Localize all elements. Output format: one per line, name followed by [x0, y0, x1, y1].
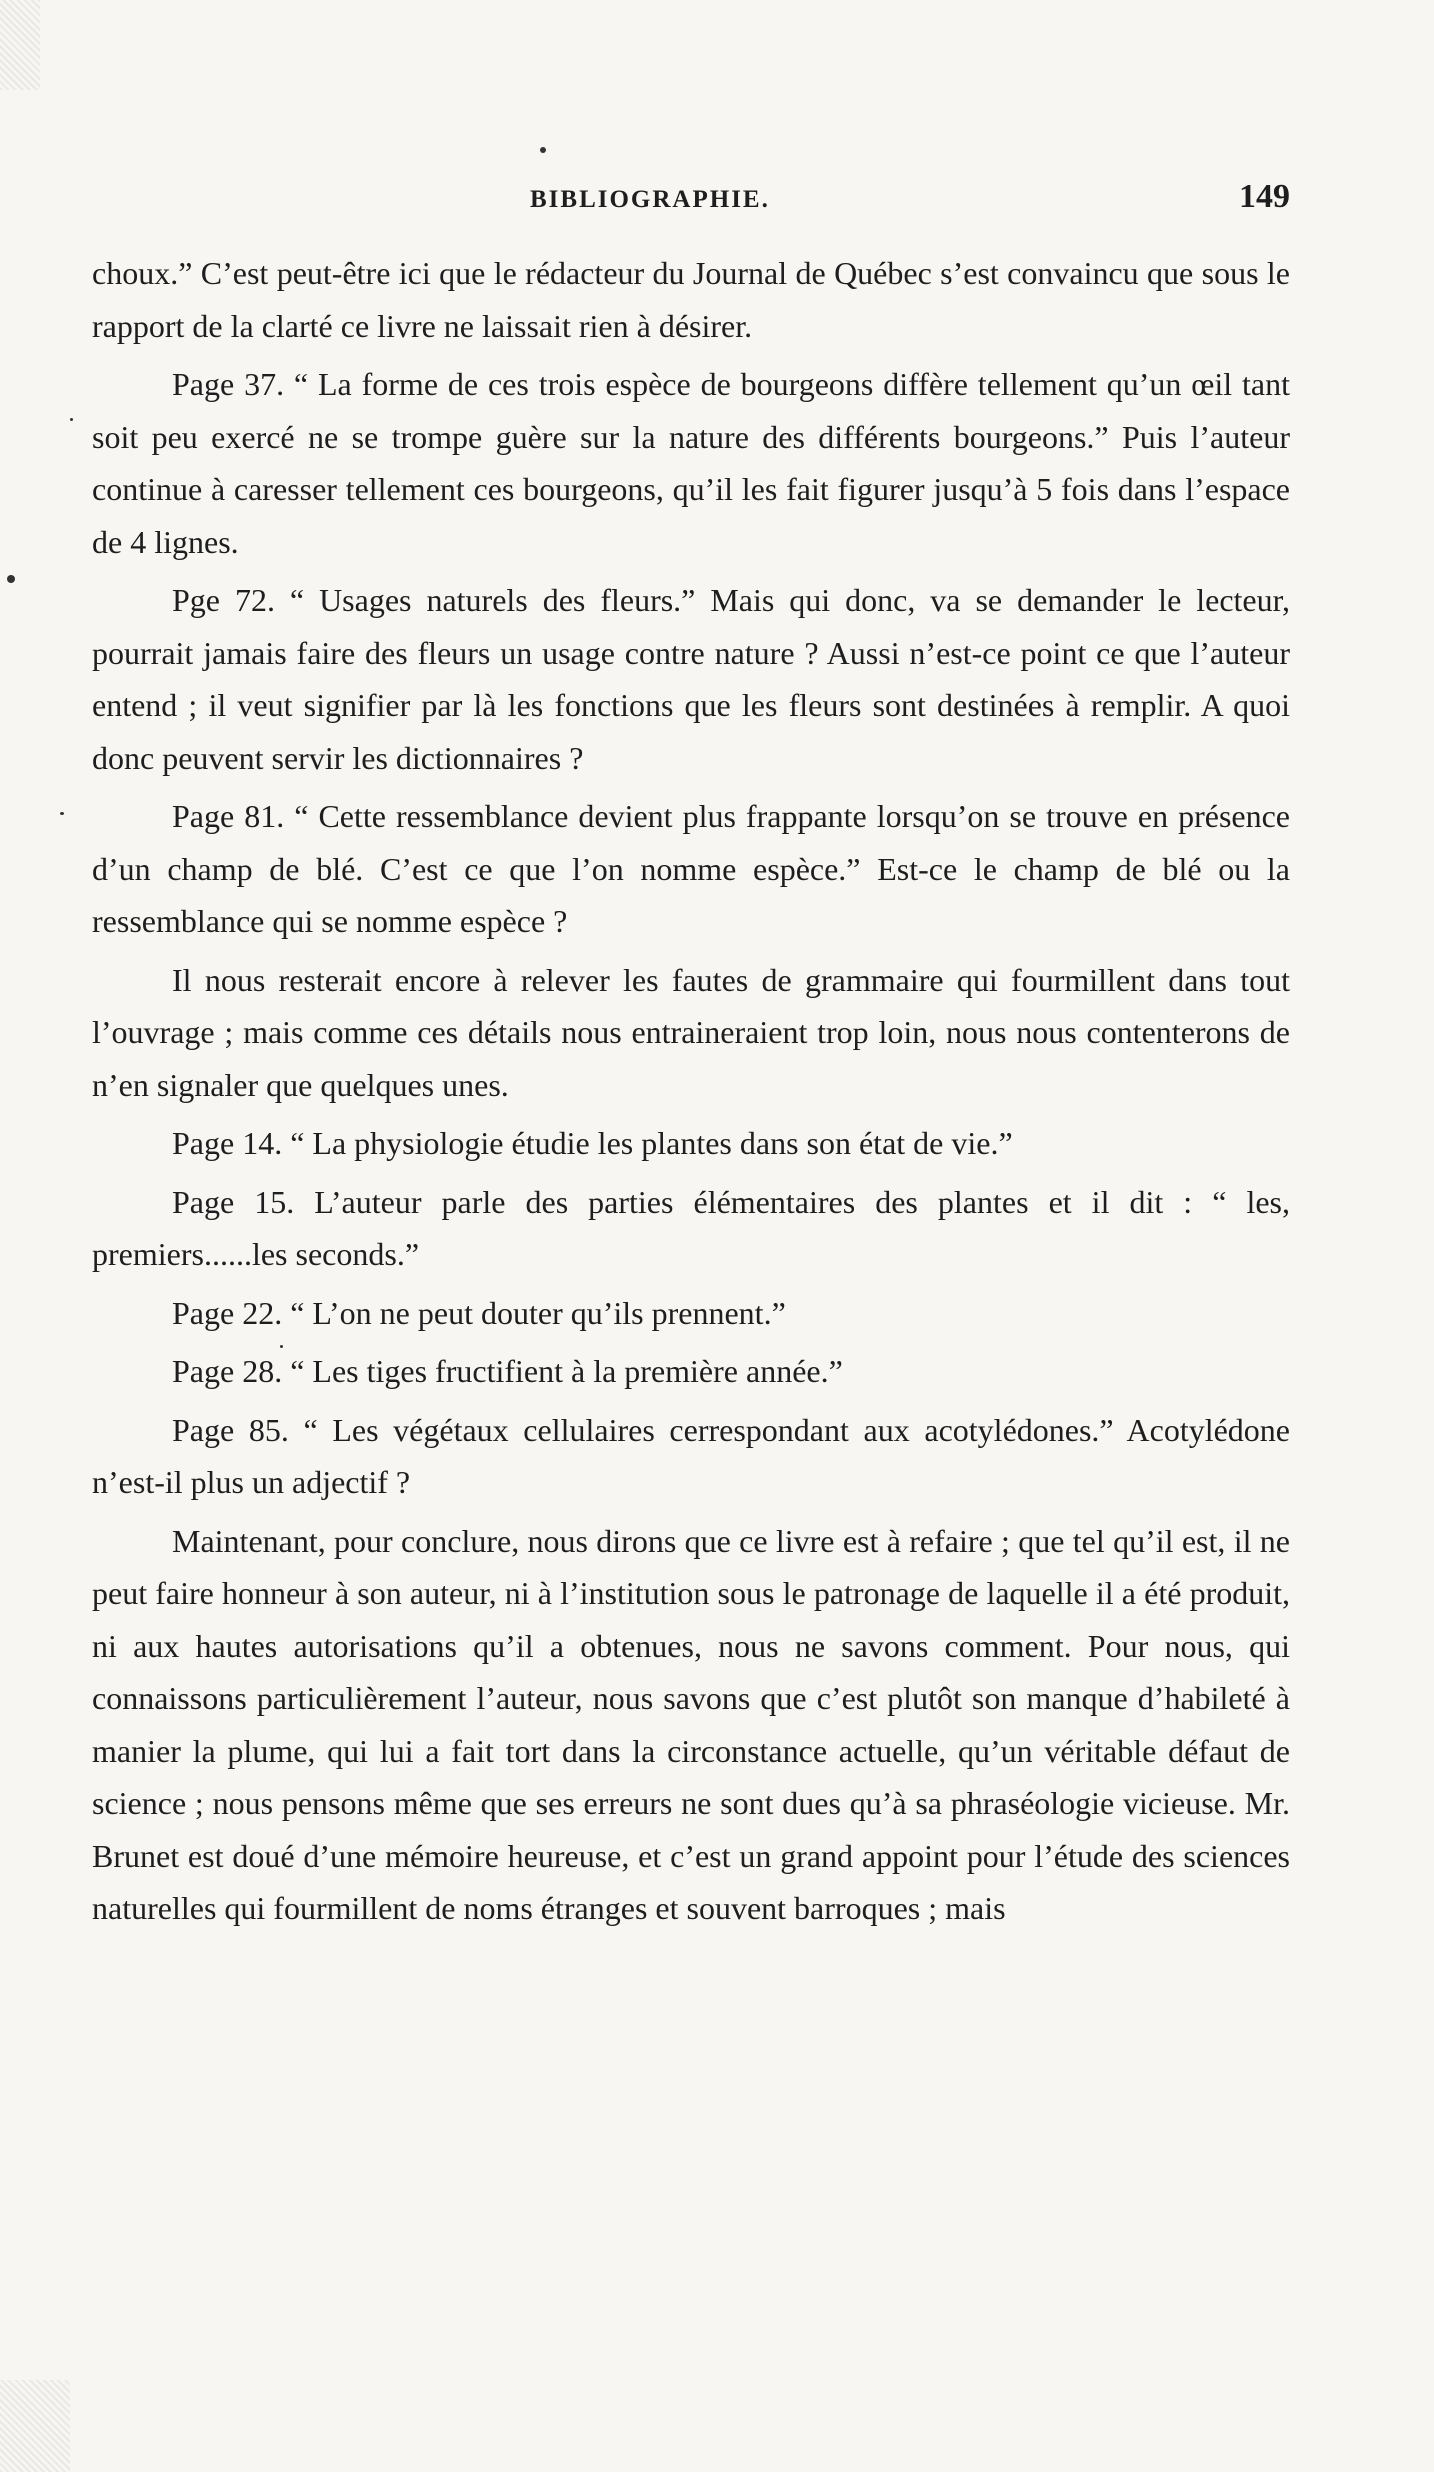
paragraph: Il nous resterait encore à relever les fautes de grammaire qui fourmillent dans tout l’ouvrage ; mais comme ces détails nous entraineraient trop loin, nous nous contenterons de n’en signaler que quelques unes. [92, 961, 1290, 1103]
ink-speck [70, 418, 73, 421]
paragraph: Maintenant, pour conclure, nous dirons que ce livre est à refaire ; que tel qu’il est, il ne peut faire honneur à son auteur, ni à l’institution sous le patronage de laquelle il a été produit, ni aux hautes autorisations qu’il a obtenues, nous ne savons comment. Pour nous, qui connaissons particulièrement l’auteur, nous savons que c’est plutôt son manque d’habileté à manier la plume, qui lui a fait tort dans la circonstance actuelle, qu’un véritable défaut de science ; nous pensons même que ses erreurs ne sont dues qu’à sa phraséologie vicieuse. Mr. Brunet est doué d’une mémoire heureuse, et c’est un grand appoint pour l’étude des sciences naturelles qui fourmillent de noms étranges et souvent barroques ; mais [92, 1522, 1290, 1926]
paragraph: Page 28. “ Les tiges fructifient à la première année.” [172, 1353, 843, 1389]
paragraph: Page 37. “ La forme de ces trois espèce de bourgeons diffère tellement qu’un œil tant soit peu exercé ne se trompe guère sur la nature des différents bourgeons.” Puis l’auteur continue à caresser tellement ces bourgeons, qu’il les fait figurer jusqu’à 5 fois dans l’espace de 4 lignes. [92, 366, 1290, 560]
ink-speck [60, 812, 64, 815]
paragraph: Page 15. L’auteur parle des parties élémentaires des plantes et il dit : “ les, premiers......les seconds.” [92, 1183, 1290, 1272]
body-text [92, 247, 1290, 1941]
page-number: 149 [1239, 178, 1290, 215]
page-edge-stain [0, 0, 40, 90]
paragraph: Page 14. “ La physiologie étudie les plantes dans son état de vie.” [172, 1125, 1013, 1161]
paragraph: Page 22. “ L’on ne peut douter qu’ils prennent.” [172, 1294, 786, 1331]
paragraph: Page 81. “ Cette ressemblance devient plus frappante lorsqu’on se trouve en présence d’un champ de blé. C’est ce que l’on nomme espèce.” Est-ce le champ de blé ou la ressemblance qui se nomme espèce ? [92, 798, 1290, 939]
paragraph: Pge 72. “ Usages naturels des fleurs.” Mais qui donc, va se demander le lecteur, pourrait jamais faire des fleurs un usage contre nature ? Aussi n’est-ce point ce que l’auteur entend ; il veut signifier par là les fonctions que les fleurs sont destinées à remplir. A quoi donc peuvent servir les dictionnaires ? [92, 582, 1290, 776]
paragraph: choux.” C’est peut-être ici que le rédacteur du Journal de Québec s’est convaincu que sous le rapport de la clarté ce livre ne laissait rien à désirer. [92, 255, 1290, 344]
ink-speck [7, 575, 15, 583]
paragraph: Page 85. “ Les végétaux cellulaires cerrespondant aux acotylédones.” Acotylédone n’est-il plus un adjectif ? [92, 1411, 1290, 1500]
page-edge-stain [0, 2380, 70, 2472]
running-head: BIBLIOGRAPHIE. [530, 186, 770, 213]
page-header [100, 178, 1290, 228]
ink-speck [540, 147, 546, 153]
